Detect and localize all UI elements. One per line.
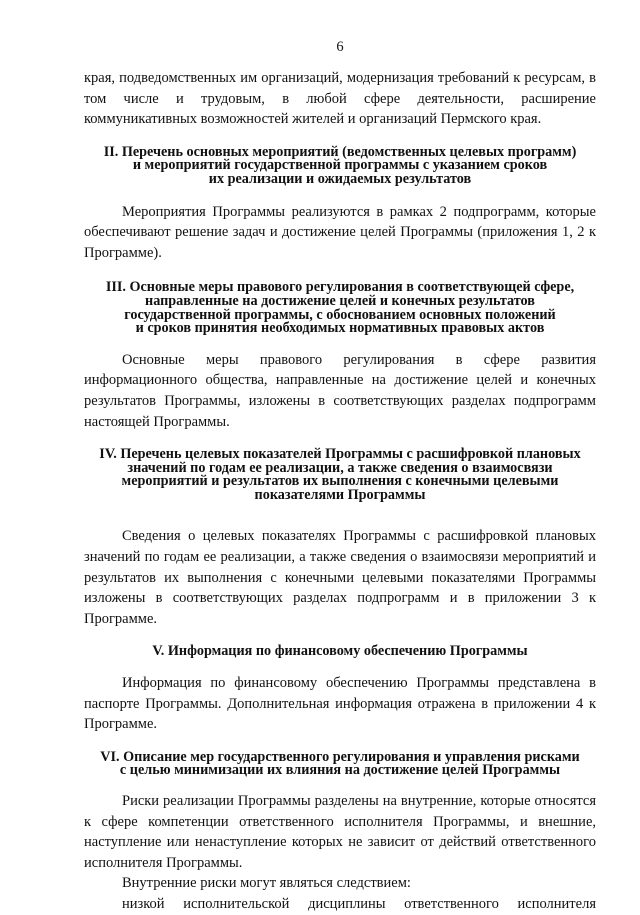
- page-number: 6: [336, 39, 344, 55]
- heading-line: III. Основные меры правового регулирования в соответствующей сфере,: [105, 279, 575, 296]
- heading-line: мероприятий и результатов их выполнения с конечными целевыми: [121, 473, 559, 490]
- section-vi-paragraph-2: Внутренние риски могут являться следствием:: [122, 875, 411, 892]
- section-vi-paragraph-1: Риски реализации Программы разделены на внутренние, которые относятся к сфере компетенции ответственного исполнителя Программы, и внешние, наступление или ненаступление которых не зависит от действий ответственного исполнителя Программы.: [84, 793, 596, 871]
- heading-line: VI. Описание мер государственного регулирования и управления рисками: [100, 748, 580, 765]
- section-heading-vi: [84, 748, 596, 779]
- heading-line: их реализации и ожидаемых результатов: [208, 170, 472, 187]
- section-heading-v: [84, 645, 596, 659]
- heading-line: значений по годам ее реализации, а также сведения о взаимосвязи: [127, 459, 553, 476]
- section-heading-ii: [84, 143, 596, 187]
- heading-line: государственной программы, с обоснованием основных положений: [124, 306, 556, 323]
- section-v-paragraph: Информация по финансовому обеспечению Программы представлена в паспорте Программы. Дополнительная информация отражена в приложении 4 к Программе.: [84, 675, 596, 733]
- section-heading-iii: [84, 281, 596, 335]
- document-page: [84, 38, 596, 915]
- heading-line: и мероприятий государственной программы с указанием сроков: [132, 157, 548, 174]
- heading-line: V. Информация по финансовому обеспечению Программы: [152, 643, 528, 660]
- section-ii-paragraph: Мероприятия Программы реализуются в рамках 2 подпрограмм, которые обеспечивают решение задач и достижение целей Программы (приложения 1, 2 к Программе).: [84, 203, 596, 261]
- heading-line: и сроков принятия необходимых нормативных правовых актов: [135, 320, 545, 337]
- heading-line: IV. Перечень целевых показателей Программы с расшифровкой плановых: [99, 446, 581, 463]
- heading-line: показателями Программы: [254, 486, 426, 503]
- intro-paragraph: края, подведомственных им организаций, модернизация требований к ресурсам, в том числе и трудовым, в любой сфере деятельности, расширение коммуникативных возможностей жителей и организаций Пермского края.: [84, 70, 596, 128]
- section-iv-paragraph: Сведения о целевых показателях Программы с расшифровкой плановых значений по годам ее реализации, а также сведения о взаимосвязи мероприятий и результатов их выполнения с конечными целевыми показателями Программы изложены в соответствующих разделах подпрограмм и в приложении 3 к Программе.: [84, 528, 596, 627]
- heading-line: направленные на достижение целей и конечных результатов: [145, 292, 535, 309]
- heading-line: с целью минимизации их влияния на достижение целей Программы: [119, 762, 561, 779]
- section-vi-paragraph-3: низкой исполнительской дисциплины ответственного исполнителя: [122, 895, 596, 912]
- section-heading-iv: [84, 448, 596, 502]
- section-iii-paragraph: Основные меры правового регулирования в сфере развития информационного общества, направленные на достижение целей и конечных результатов Программы, изложены в соответствующих разделах подпрограмм настоящей Программы.: [84, 351, 596, 430]
- heading-line: II. Перечень основных мероприятий (ведомственных целевых программ): [103, 143, 577, 160]
